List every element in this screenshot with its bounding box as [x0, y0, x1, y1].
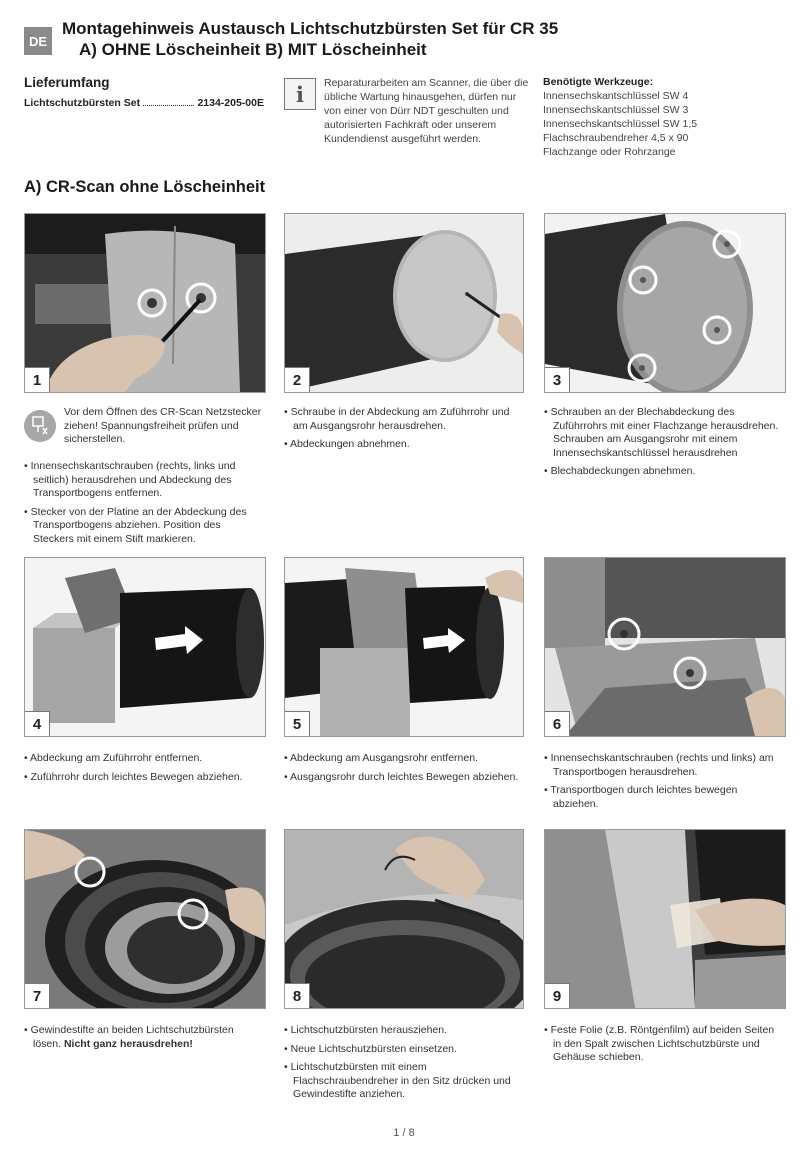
step-3-photo	[544, 213, 786, 393]
instruction-emphasis: Nicht ganz herausdrehen!	[63, 1037, 193, 1050]
page-title	[62, 18, 558, 60]
step-number: 6	[545, 711, 570, 736]
tool-item: Innensechskantschlüssel SW 4	[543, 90, 689, 102]
step-9-photo	[544, 829, 786, 1009]
instruction: • Lichtschutzbürsten mit einem Flachschraubendreher in den Sitz drücken und Gewindestifte anziehen.	[284, 1061, 524, 1102]
tools-heading: Benötigte Werkzeuge:	[543, 76, 654, 88]
step-2-instructions	[284, 406, 524, 457]
instruction: • Abdeckung am Zuführrohr entfernen.	[24, 752, 264, 766]
tool-item: Innensechskantschlüssel SW 1,5	[543, 118, 698, 130]
step-7-photo	[24, 829, 266, 1009]
step-number: 8	[285, 983, 310, 1008]
step-number: 1	[25, 367, 50, 392]
delivery-heading: Lieferumfang	[24, 75, 110, 90]
page-number: 1 / 8	[393, 1127, 415, 1139]
delivery-item-name: Lichtschutzbürsten Set	[24, 97, 141, 109]
leader-dots	[143, 97, 194, 106]
step-8-photo	[284, 829, 524, 1009]
step-4-instructions	[24, 752, 264, 789]
info-text: Reparaturarbeiten am Scanner, die über die übliche Wartung hinausgehen, dürfen nur von einer von Dürr NDT geschulten und autorisierten Fachkraft oder unserem Kundendienst ausgeführt werden.	[324, 77, 529, 145]
step-number: 2	[285, 367, 310, 392]
delivery-item	[24, 97, 264, 109]
step-number: 3	[545, 367, 570, 392]
instruction: • Abdeckungen abnehmen.	[284, 438, 524, 452]
step-5-photo	[284, 557, 524, 737]
instruction: • Neue Lichtschutzbürsten einsetzen.	[284, 1043, 524, 1057]
step-9-instructions	[544, 1024, 784, 1070]
instruction	[24, 1024, 264, 1051]
instruction: • Ausgangsrohr durch leichtes Bewegen abziehen.	[284, 771, 524, 785]
step-8-instructions	[284, 1024, 524, 1107]
delivery-item-number: 2134-205-00E	[197, 97, 264, 109]
info-icon: i	[284, 78, 316, 110]
instruction: • Zuführrohr durch leichtes Bewegen abziehen.	[24, 771, 264, 785]
instruction: • Innensechskantschrauben (rechts, links und seitlich) herausdrehen und Abdeckung des Transportbogens entfernen.	[24, 460, 264, 501]
instruction: • Abdeckung am Ausgangsrohr entfernen.	[284, 752, 524, 766]
language-badge: DE	[24, 27, 52, 55]
instruction: • Lichtschutzbürsten herausziehen.	[284, 1024, 524, 1038]
warning-text: Vor dem Öffnen des CR-Scan Netzstecker ziehen! Spannungsfreiheit prüfen und sicherstellen.	[64, 406, 262, 445]
step-4-photo	[24, 557, 266, 737]
tool-item: Flachzange oder Rohrzange	[543, 146, 676, 158]
step-number: 4	[25, 711, 50, 736]
step-3-instructions	[544, 406, 784, 484]
step-number: 7	[25, 983, 50, 1008]
instruction: • Stecker von der Platine an der Abdeckung des Transportbogens abziehen. Position des Steckers mit einem Stift markieren.	[24, 506, 264, 547]
unplug-icon	[24, 410, 56, 442]
tool-item: Innensechskantschlüssel SW 3	[543, 104, 689, 116]
instruction-text: Gewindestifte an beiden Lichtschutzbürsten lösen.	[30, 1024, 234, 1050]
tools-list	[543, 75, 783, 159]
instruction: • Schrauben an der Blechabdeckung des Zuführrohrs mit einer Flachzange herausdrehen. Schrauben am Ausgangsrohr mit einem Innensechskantschlüssel herausdrehen	[544, 406, 784, 460]
step-7-instructions	[24, 1024, 264, 1056]
step-5-instructions	[284, 752, 524, 789]
instruction: • Transportbogen durch leichtes bewegen abziehen.	[544, 784, 784, 811]
step-2-photo	[284, 213, 524, 393]
step-1-photo	[24, 213, 266, 393]
instruction: • Schraube in der Abdeckung am Zuführrohr und am Ausgangsrohr herausdrehen.	[284, 406, 524, 433]
instruction: • Innensechskantschrauben (rechts und links) am Transportbogen herausdrehen.	[544, 752, 784, 779]
instruction: • Feste Folie (z.B. Röntgenfilm) auf beiden Seiten in den Spalt zwischen Lichtschutzbürste und Gehäuse schieben.	[544, 1024, 784, 1065]
title-line-2: A) OHNE Löscheinheit B) MIT Löscheinheit	[79, 40, 427, 59]
step-1-instructions	[24, 460, 264, 551]
section-heading: A) CR-Scan ohne Löscheinheit	[24, 178, 266, 196]
step-number: 5	[285, 711, 310, 736]
tool-item: Flachschraubendreher 4,5 x 90	[543, 132, 689, 144]
instruction: • Blechabdeckungen abnehmen.	[544, 465, 784, 479]
step-6-instructions	[544, 752, 784, 816]
title-line-1: Montagehinweis Austausch Lichtschutzbürsten Set für CR 35	[62, 19, 559, 38]
step-number: 9	[545, 983, 570, 1008]
step-6-photo	[544, 557, 786, 737]
